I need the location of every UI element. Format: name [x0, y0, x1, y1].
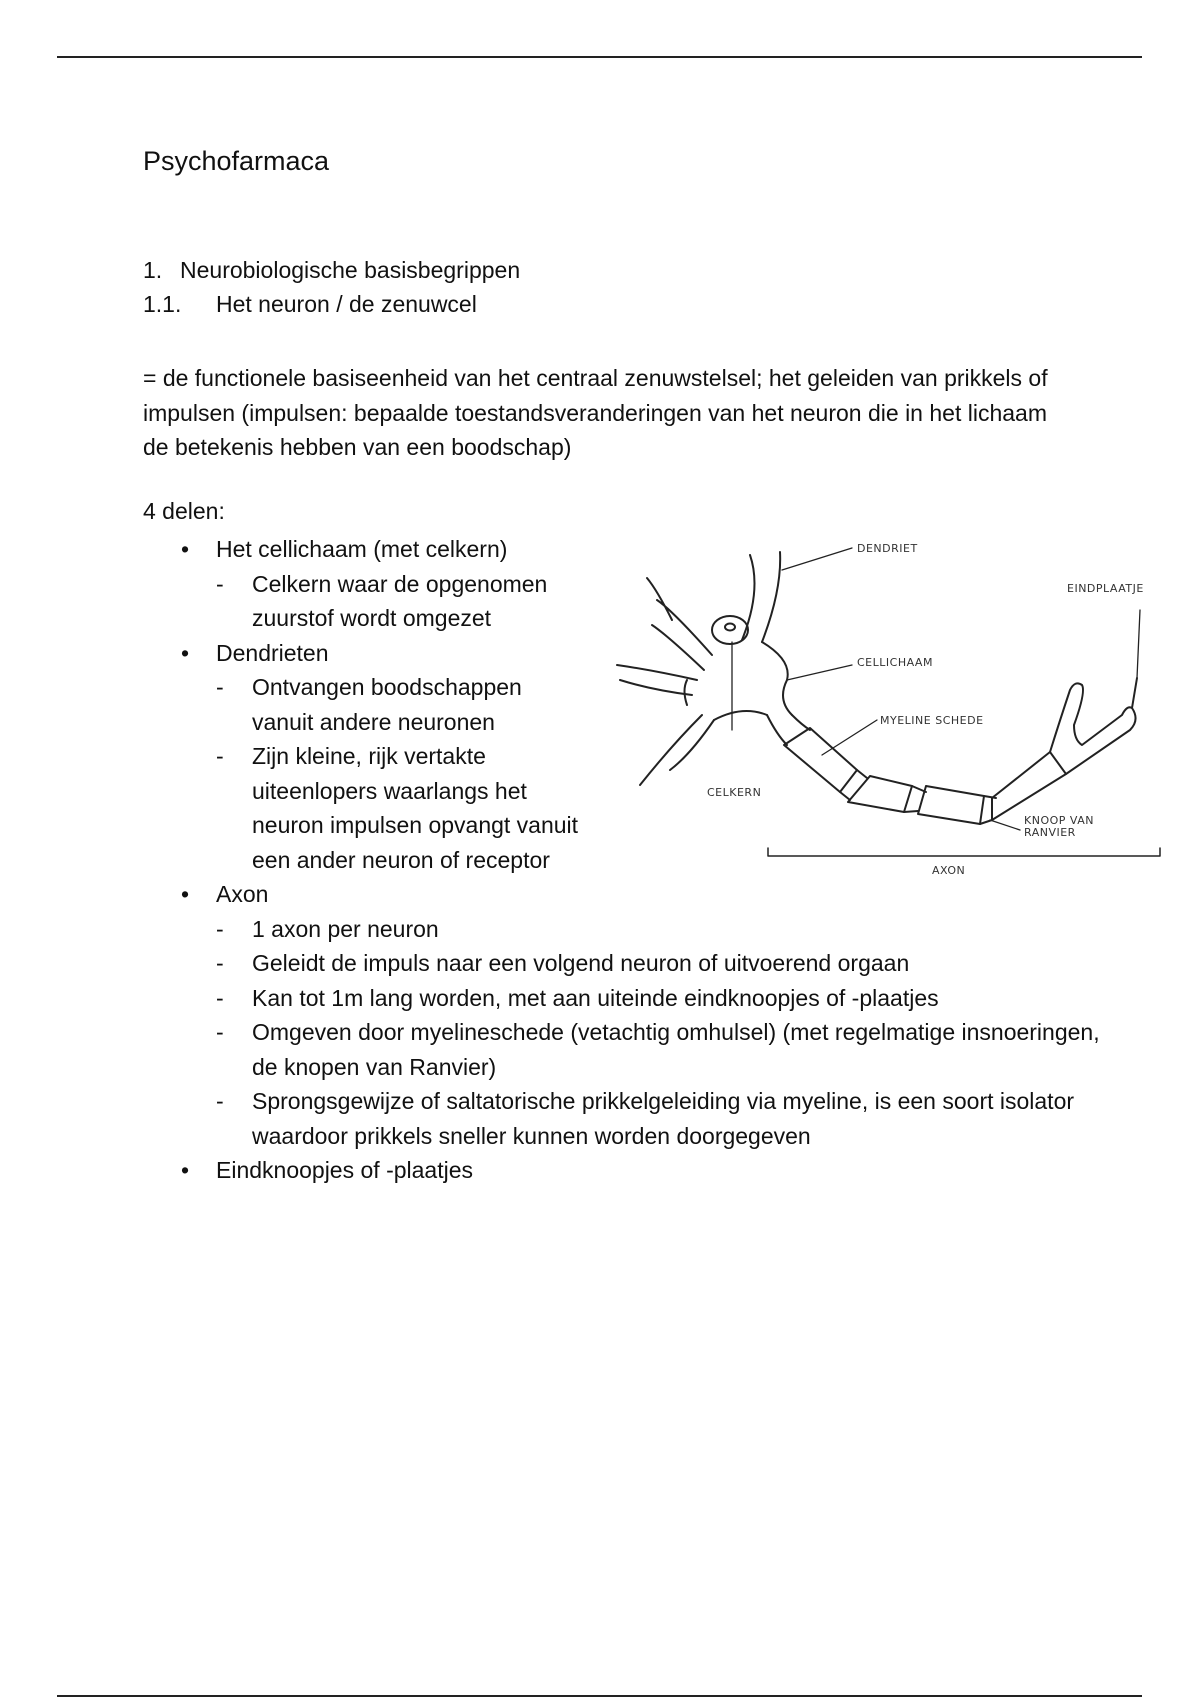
sub-item: - Omgeven door myelineschede (vetachtig omhulsel) (met regelmatige insnoeringen, de knopen van Ranvier) [143, 1015, 1103, 1084]
sub-item: - Celkern waar de opgenomen zuurstof wordt omgezet [143, 567, 582, 636]
terminal-plate [1132, 678, 1137, 708]
label-knoop-1: KNOOP VAN [1024, 814, 1094, 827]
top-rule [57, 56, 1142, 58]
label-celkern: CELKERN [707, 786, 762, 799]
list-item-eindknoopjes: • Eindknoopjes of -plaatjes [143, 1153, 1103, 1188]
myelin-segment [848, 776, 912, 812]
sub-item: - Ontvangen boodschappen vanuit andere neuronen [143, 670, 582, 739]
sub-item: - Zijn kleine, rijk vertakte uiteenlopers waarlangs het neuron impulsen opvangt vanuit een ander neuron of receptor [143, 739, 582, 877]
label-axon: AXON [932, 864, 966, 877]
section-heading [143, 257, 520, 284]
parts-intro: 4 delen: [143, 498, 225, 524]
sub-item: - Kan tot 1m lang worden, met aan uiteinde eindknoopjes of -plaatjes [143, 981, 1103, 1016]
axon-start [767, 715, 810, 745]
list-item-dendrieten: • Dendrieten [143, 636, 1103, 671]
list-item-cellichaam: • Het cellichaam (met celkern) [143, 532, 1103, 567]
sub-item: - 1 axon per neuron [143, 912, 1103, 947]
leader-cellichaam [787, 665, 852, 680]
section-number: 1. [143, 257, 163, 283]
nucleolus [725, 624, 735, 631]
subsection-heading [143, 291, 477, 318]
leader-myeline [822, 720, 877, 755]
dendrite-upper-left [647, 578, 712, 670]
bottom-rule [57, 1695, 1142, 1697]
myelin-segment [992, 752, 1066, 820]
subsection-number: 1.1. [143, 291, 182, 317]
definition-paragraph: = de functionele basiseenheid van het centraal zenuwstelsel; het geleiden van prikkels of impulsen (impulsen: bepaalde toestandsveranderingen van het neuron die in het lichaam de betekenis hebben van een boodschap) [143, 365, 1048, 460]
neuron-drawing [612, 530, 1172, 890]
sub-item: - Sprongsgewijze of saltatorische prikkelgeleiding via myeline, is een soort isolator waardoor prikkels sneller kunnen worden doorgegeven [143, 1084, 1103, 1153]
list-item-axon: • Axon [143, 877, 1103, 912]
cellbody-lower [714, 711, 767, 720]
axon-terminal [1050, 683, 1136, 774]
neuron-diagram [612, 530, 1172, 890]
label-cellichaam: CELLICHAAM [857, 656, 933, 669]
label-eindplaatje: EINDPLAATJE [1067, 582, 1144, 595]
myelin-segment [784, 728, 857, 792]
sub-item: - Geleidt de impuls naar een volgend neuron of uitvoerend orgaan [143, 946, 1103, 981]
section-title: Neurobiologische basisbegrippen [180, 257, 521, 283]
leader-dendriet [782, 548, 852, 570]
label-dendriet: DENDRIET [857, 542, 918, 555]
page-title: Psychofarmaca [143, 146, 330, 176]
cellbody-edge [762, 642, 792, 715]
dendrite-lower-left [640, 680, 714, 785]
leader-knoop [990, 820, 1020, 830]
subsection-title: Het neuron / de zenuwcel [216, 291, 477, 317]
label-myeline: MYELINE SCHEDE [880, 714, 984, 727]
label-knoop-2: RANVIER [1024, 826, 1076, 839]
leader-eindplaatje [1137, 610, 1140, 678]
myelin-segment [918, 786, 984, 824]
axon-bracket [768, 848, 1160, 856]
